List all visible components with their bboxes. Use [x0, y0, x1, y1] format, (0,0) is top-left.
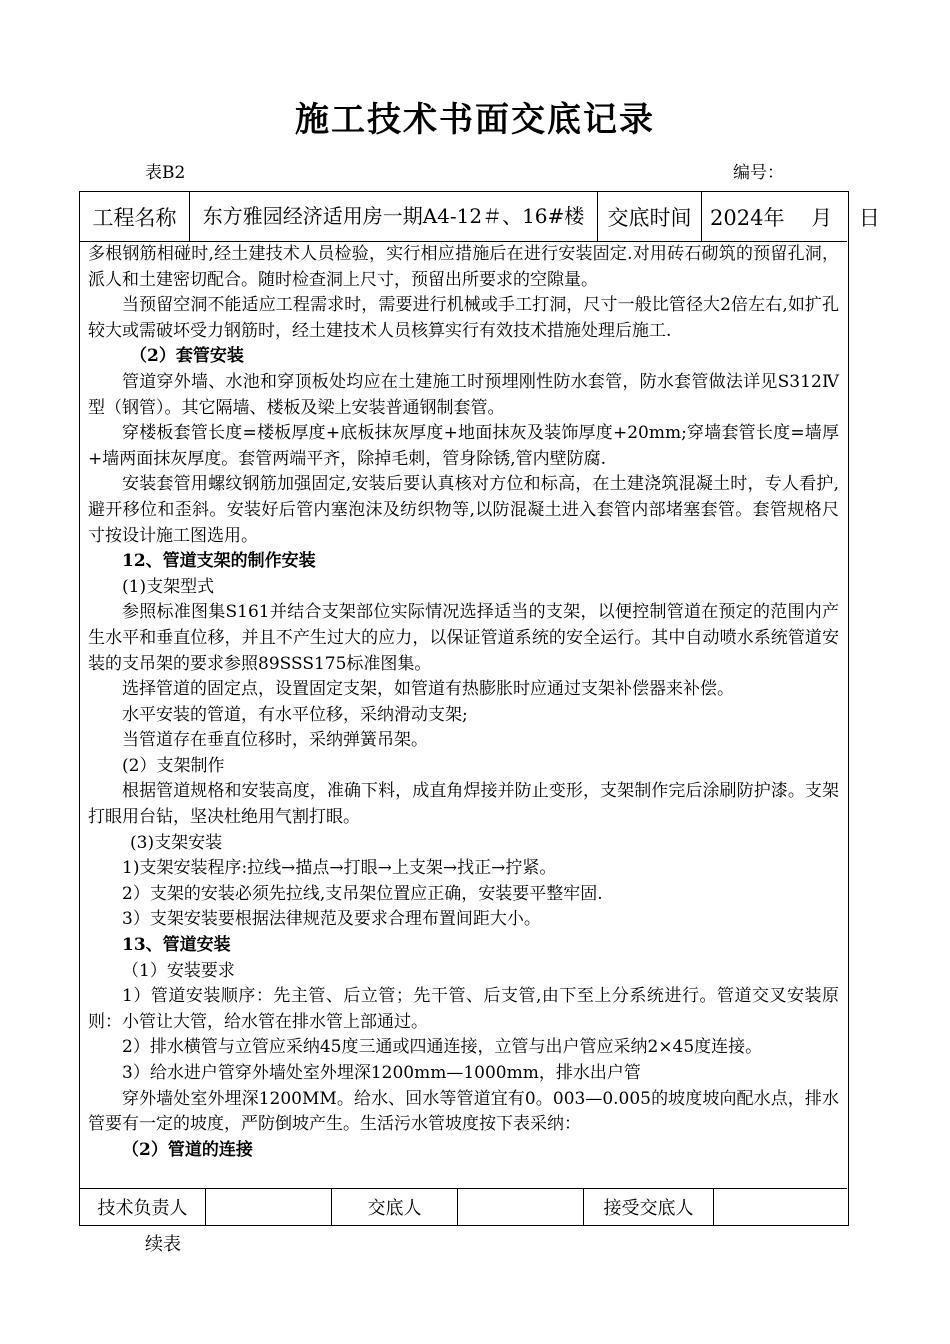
paragraph: (2）支架制作	[122, 755, 225, 776]
paragraph: 1）管道安装顺序：先主管、后立管；先干管、后支管,由下至上分系统进行。管道交叉安装原则：小管让大管，给水管在排水管上部通过。	[88, 986, 839, 1032]
number-label: 编号：	[733, 163, 784, 183]
receiver-label: 接受交底人	[584, 1189, 714, 1225]
paragraph: 穿外墙处室外埋深1200MM。给水、回水等管道宜有0。003—0.005的坡度坡向配水点，排水管要有一定的坡度，严防倒坡产生。生活污水管坡度按下表采纳：	[88, 1088, 839, 1135]
paragraph: (1)支架型式	[122, 576, 215, 597]
paragraph: 3）支架安装要根据法律规范及要求合理布置间距大小。	[122, 909, 541, 930]
header-row	[80, 192, 880, 242]
form-code: 表B2	[145, 163, 186, 183]
disclosure-time-label: 交底时间	[598, 192, 702, 241]
receiver-field[interactable]	[714, 1189, 847, 1225]
paragraph: 2）支架的安装必须先拉线,支吊架位置应正确，安装要平整牢固.	[122, 883, 603, 904]
project-name-label: 工程名称	[80, 192, 190, 241]
paragraph: 穿楼板套管长度=楼板厚度+底板抹灰厚度+地面抹灰及装饰厚度+20mm;穿墙套管长度=墙厚+墙两面抹灰厚度。套管两端平齐，除掉毛刺，管身除锈,管内壁防腐.	[88, 423, 839, 469]
paragraph: 多根钢筋相碰时,经土建技术人员检验，实行相应措施后在进行安装固定.对用砖石砌筑的预留孔洞，派人和土建密切配合。随时检查洞上尺寸，预留出所要求的空隙量。	[88, 244, 839, 290]
paragraph: 安装套管用螺纹钢筋加强固定,安装后要认真核对方位和标高，在土建浇筑混凝土时，专人看护,避开移位和歪斜。安装好后管内塞泡沫及纺织物等,以防混凝土进入套管内部堵塞套管。套管规格尺寸按设计施工图选用。	[88, 474, 839, 546]
paragraph: 根据管道规格和安装高度，准确下料，成直角焊接并防止变形，支架制作完后涂刷防护漆。支架打眼用台钻，坚决杜绝用气割打眼。	[88, 781, 839, 828]
paragraph: 1)支架安装程序:拉线→描点→打眼→上支架→找正→拧紧。	[122, 858, 557, 879]
section-heading: （2）管道的连接	[122, 1139, 253, 1160]
record-table	[79, 191, 880, 1226]
tech-lead-field[interactable]	[206, 1189, 332, 1225]
discloser-field[interactable]	[458, 1189, 584, 1225]
sub-heading: (3)支架安装	[130, 832, 223, 853]
disclosure-time-value: 2024年 月 日	[710, 205, 880, 230]
section-heading: （2）套管安装	[130, 346, 244, 367]
disclosure-content	[80, 242, 847, 1178]
paragraph: 参照标准图集S161并结合支架部位实际情况选择适当的支架，以便控制管道在预定的范围内产生水平和垂直位移，并且不产生过大的应力，以保证管道系统的安全运行。其中自动喷水系统管道安装的支吊架的要求参照89SSS175标准图集。	[88, 602, 839, 674]
paragraph: 水平安装的管道，有水平位移，采纳滑动支架;	[122, 704, 468, 725]
paragraph: 选择管道的固定点，设置固定支架，如管道有热膨胀时应通过支架补偿器来补偿。	[122, 679, 734, 700]
document-title: 施工技术书面交底记录	[295, 100, 655, 140]
section-heading: 13、管道安装	[122, 935, 231, 956]
paragraph: 3）给水进户管穿外墙处室外埋深1200mm—1000mm，排水出户管	[122, 1063, 641, 1083]
project-name-value: 东方雅园经济适用房一期A4-12＃、16#楼	[190, 192, 598, 241]
continued-label: 续表	[145, 1234, 181, 1255]
section-heading: 12、管道支架的制作安装	[122, 551, 316, 572]
discloser-label: 交底人	[332, 1189, 458, 1225]
paragraph: 当预留空洞不能适应工程需求时，需要进行机械或手工打洞，尺寸一般比管径大2倍左右,如扩孔较大或需破坏受力钢筋时，经土建技术人员核算实行有效技术措施处理后施工.	[88, 295, 839, 341]
paragraph: 当管道存在垂直位移时，采纳弹簧吊架。	[122, 730, 428, 751]
tech-lead-label: 技术负责人	[80, 1189, 206, 1225]
paragraph: 管道穿外墙、水池和穿顶板处均应在土建施工时预埋刚性防水套管，防水套管做法详见S312Ⅳ型（钢管）。其它隔墙、楼板及梁上安装普通钢制套管。	[88, 371, 839, 418]
sub-heading: （1）安装要求	[122, 960, 235, 981]
signature-row	[80, 1188, 847, 1225]
paragraph: 2）排水横管与立管应采纳45度三通或四通连接，立管与出户管应采纳2×45度连接。	[122, 1037, 763, 1058]
